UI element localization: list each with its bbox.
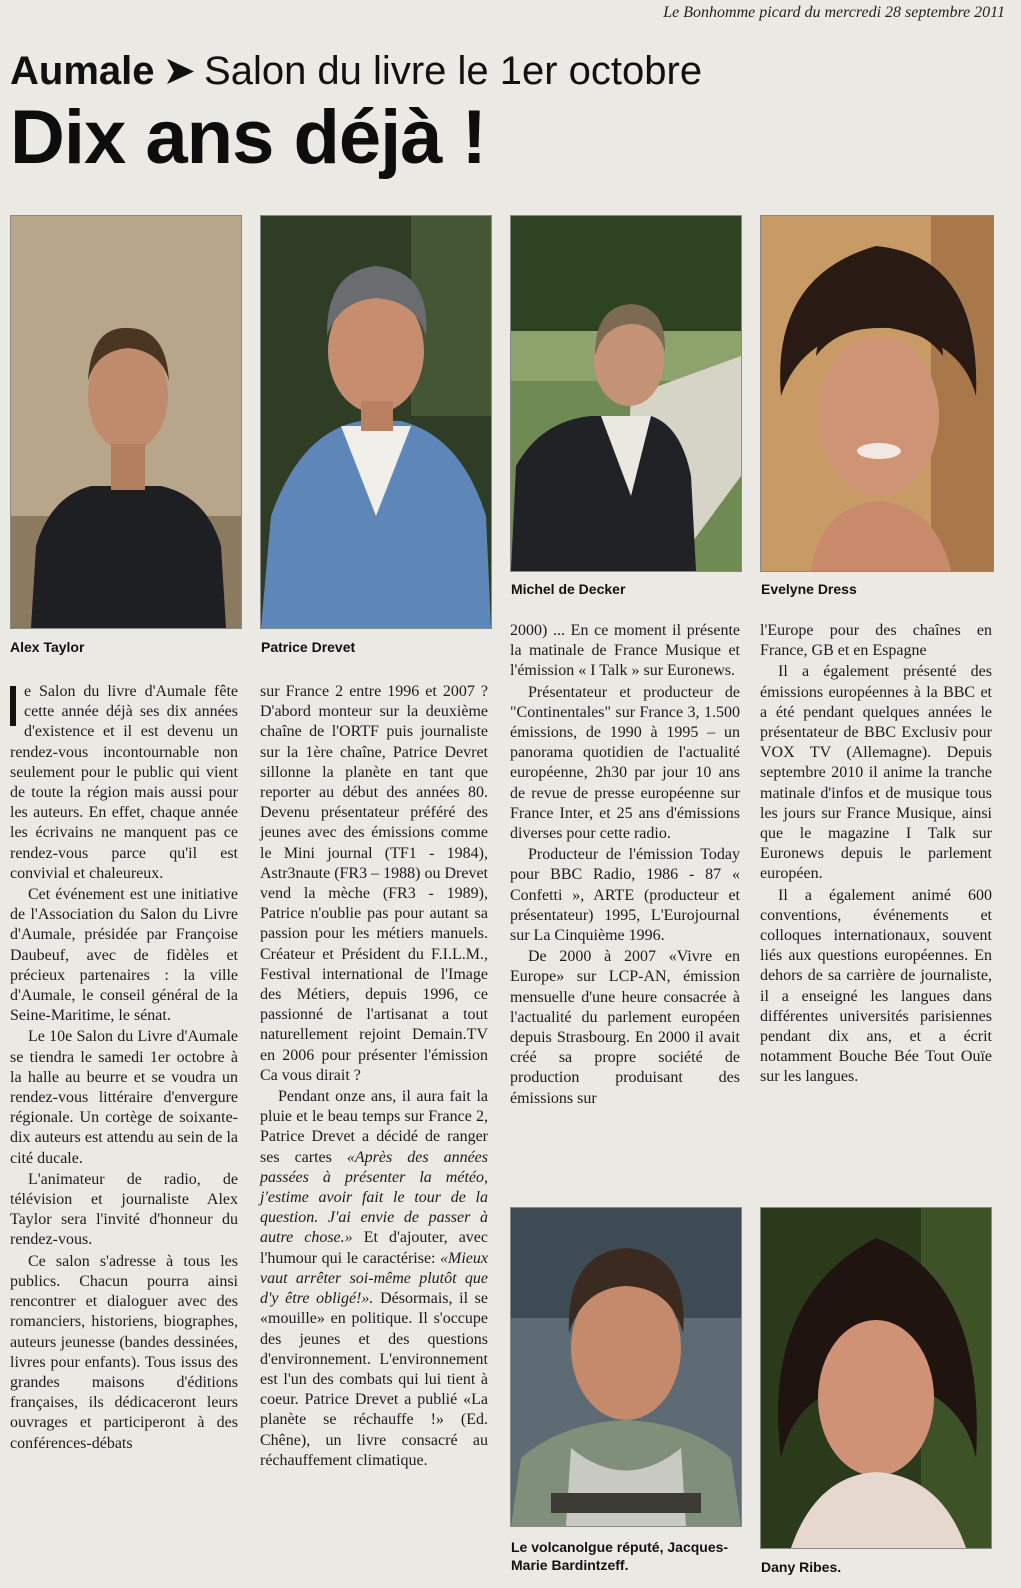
quote: «Mieux vaut arrêter soi-même plutôt que d'y être obligé!». xyxy=(260,1249,488,1308)
arrow-icon: ➤ xyxy=(162,49,197,93)
paragraph-text: e Salon du livre d'Aumale fête cette année déjà ses dix années d'existence et il est devenu un rendez-vous incontournable non seulement pour le public qui vient de toute la région mais aussi pour les auteurs. En effet, chaque année les écrivains ne manquent pas ce rendez-vous parce qu'il est convivial et chaleureux. xyxy=(10,683,238,882)
paragraph xyxy=(260,1087,488,1471)
paragraph: Cet événement est une initiative de l'Association du Salon du Livre d'Aumale, présidée par Françoise Daubeuf, avec de fidèles et précieux partenaires : la ville d'Aumale, le conseil général de la Seine-Maritime, le sénat. xyxy=(10,886,238,1025)
paragraph: De 2000 à 2007 «Vivre en Europe» sur LCP-AN, émission mensuelle d'une heure consacrée à l'actualité du parlement européen depuis Strasbourg. En 2000 il avait créé sa propre société de production produisant des émissions sur xyxy=(510,948,740,1107)
article-headline: Dix ans déjà ! xyxy=(10,95,486,180)
paragraph: Le 10e Salon du Livre d'Aumale se tiendra le samedi 1er octobre à la halle au beurre et se voudra un rendez-vous littéraire d'envergure régionale. Un cortège de soixante-dix auteurs est attendu au sein de la cité ducale. xyxy=(10,1028,238,1167)
photo-dany-ribes xyxy=(760,1207,992,1549)
kicker-text: Salon du livre le 1er octobre xyxy=(204,49,703,93)
quote: «Après des années passées à présenter la météo, j'estime avoir fait le tour de la question. J'ai envie de passer à autre chose.» xyxy=(260,1148,488,1247)
caption-evelyne-dress: Evelyne Dress xyxy=(761,581,857,597)
paragraph: Présentateur et producteur de "Continentales" sur France 3, 1.500 émissions, de 1990 à 1995 – un panorama quotidien de l'actualité européenne, 2h30 par jour 10 ans de revue de presse européenne sur France Inter, et 25 ans d'émissions diverses pour cette radio. xyxy=(510,683,740,843)
photo-michel-de-decker xyxy=(510,215,742,572)
article-column-1 xyxy=(10,682,238,1455)
paragraph-text: Et d'ajouter, avec l'humour qui le caractérise: xyxy=(260,1229,489,1267)
paragraph: 2000) ... En ce moment il présente la matinale de France Musique et l'émission « I Talk » sur Euronews. xyxy=(510,622,740,680)
photo-evelyne-dress xyxy=(760,215,994,572)
paragraph: Producteur de l'émission Today pour BBC Radio, 1986 - 87 « Confetti », ARTE (producteur et présentateur) 1995, L'Eurojournal sur La Cinquième 1996. xyxy=(510,846,740,945)
article-column-4 xyxy=(760,621,992,1089)
article-column-3 xyxy=(510,621,740,1110)
paragraph: Il a également présenté des émissions européennes à la BBC et a été pendant quelques années le présentateur de BBC Exclusiv pour VOX TV (Allemagne). Depuis septembre 2010 il anime la tranche matinale d'infos et de musique tous les jours sur France Musique, ainsi que le magazine I Talk sur Euronews depuis le parlement européen. xyxy=(760,663,992,883)
paragraph: L'animateur de radio, de télévision et journaliste Alex Taylor sera l'invité d'honneur du rendez-vous. xyxy=(10,1170,238,1249)
kicker-place: Aumale xyxy=(10,49,155,93)
paragraph-intro xyxy=(10,682,238,884)
paragraph: Ce salon s'adresse à tous les publics. Chacun pourra ainsi rencontrer et dialoguer avec des romanciers, historiens, biographes, auteurs jeunesse (bandes dessinées, livres pour enfants). Tous issus des grandes maisons d'éditions françaises, ils dédicaceront leurs ouvrages et participeront à des conférences-débats xyxy=(10,1252,238,1452)
article-column-2 xyxy=(260,682,488,1472)
caption-alex-taylor: Alex Taylor xyxy=(10,639,85,655)
paragraph-text: Désormais, il se «mouille» en politique. Il s'occupe des jeunes et des questions d'environnement. L'environnement est l'un des combats qui lui tient à coeur. Patrice Drevet a publié «La planète se réchauffe !» (Ed. Chêne), un livre consacré au réchauffement climatique. xyxy=(260,1290,489,1469)
photo-patrice-drevet xyxy=(260,215,492,629)
photo-jacques-marie-bardintzeff xyxy=(510,1207,742,1527)
publication-line: Le Bonhomme picard du mercredi 28 septembre 2011 xyxy=(663,4,1005,21)
caption-jacques-marie-bardintzeff xyxy=(511,1538,728,1574)
paragraph-text: Pendant onze ans, il aura fait la pluie et le beau temps sur France 2, Patrice Drevet a décidé de ranger ses cartes xyxy=(260,1088,488,1166)
article-kicker xyxy=(10,48,702,94)
caption-line: Marie Bardintzeff. xyxy=(511,1557,629,1573)
photo-alex-taylor xyxy=(10,215,242,629)
paragraph: l'Europe pour des chaînes en France, GB et en Espagne xyxy=(760,622,992,660)
caption-patrice-drevet: Patrice Drevet xyxy=(261,639,356,655)
paragraph: Il a également animé 600 conventions, événements et colloques internationaux, souvent liés aux questions européennes. En dehors de sa carrière de journaliste, il a enseigné les langues dans différentes universités parisiennes pendant dix ans, et a écrit notamment Bouche Bée Tout Ouïe sur les langues. xyxy=(760,886,992,1086)
dropcap-mark xyxy=(10,686,16,726)
caption-dany-ribes: Dany Ribes. xyxy=(761,1559,842,1575)
caption-line: Le volcanolgue réputé, Jacques- xyxy=(511,1539,729,1555)
paragraph: sur France 2 entre 1996 et 2007 ? D'abord monteur sur la deuxième chaîne de l'ORTF puis journaliste sur la 1ère chaîne, Patrice Devret sillonne la planète en tant que reporter au début des années 80. Devenu présentateur préféré des jeunes avec des émissions comme le Mini journal (TF1 - 1984), Astr3naute (FR3 – 1988) ou Drevet vend la mèche (FR3 - 1989), Patrice n'oublie pas pour autant sa passion pour les métiers manuels. Créateur et Président du F.I.L.M., Festival international de l'Image des Métiers, depuis 1996, ce passionné de l'artisanat a tout naturellement rejoint Demain.TV en 2006 pour présenter l'émission Ca vous dirait ? xyxy=(260,683,488,1084)
caption-michel-de-decker: Michel de Decker xyxy=(511,581,626,597)
